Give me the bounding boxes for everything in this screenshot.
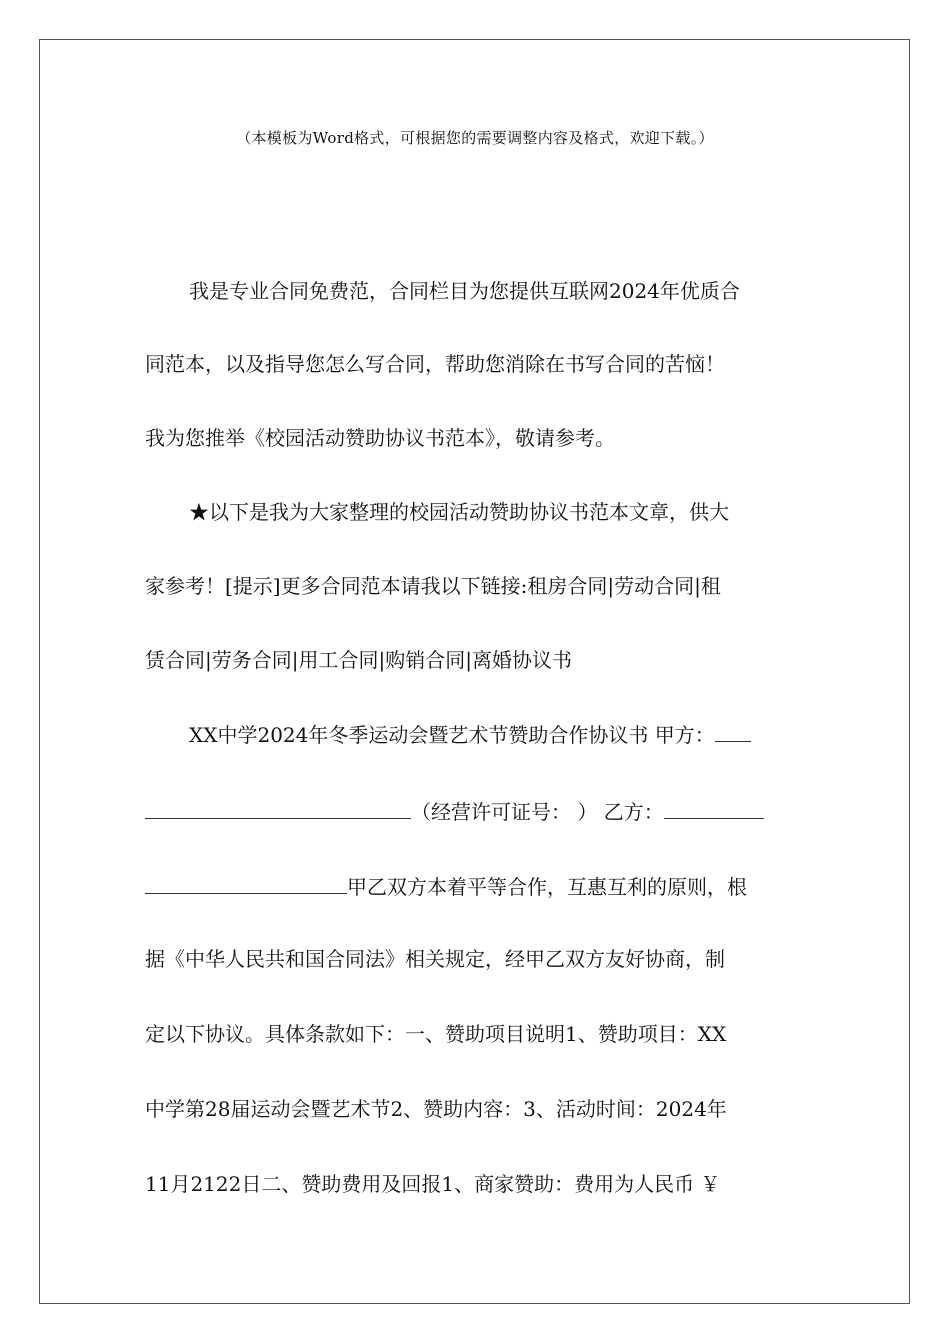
party-b-blank: [145, 871, 347, 894]
template-notice: （本模板为Word格式，可根据您的需要调整内容及格式，欢迎下载。）: [236, 129, 714, 147]
principle-line: [145, 871, 747, 902]
party-a-blank-start: [715, 719, 751, 742]
paragraph-line-5: 家参考！[提示]更多合同范本请我以下链接:租房合同|劳动合同|租: [145, 574, 721, 598]
agreement-title-line: [189, 719, 751, 750]
paragraph-line-3: 我为您推举《校园活动赞助协议书范本》，敬请参考。: [145, 426, 615, 450]
paragraph-line-10: 据《中华人民共和国合同法》相关规定，经甲乙双方友好协商，制: [145, 947, 725, 971]
paragraph-line-12: 中学第28届运动会暨艺术节2、赞助内容：3、活动时间：2024年: [145, 1097, 727, 1121]
paragraph-line-13: 11月2122日二、赞助费用及回报1、商家赞助：费用为人民币 ￥: [145, 1172, 721, 1196]
agreement-title-text: XX中学2024年冬季运动会暨艺术节赞助合作协议书 甲方：: [189, 723, 715, 747]
principle-line-text: 甲乙双方本着平等合作，互惠互利的原则，根: [347, 875, 747, 899]
paragraph-line-4: ★以下是我为大家整理的校园活动赞助协议书范本文章，供大: [189, 500, 729, 524]
party-line-text: （经营许可证号： ） 乙方：: [411, 800, 664, 824]
paragraph-line-11: 定以下协议。具体条款如下：一、赞助项目说明1、赞助项目：XX: [145, 1022, 727, 1046]
paragraph-line-6: 赁合同|劳务合同|用工合同|购销合同|离婚协议书: [145, 648, 572, 672]
paragraph-line-1: 我是专业合同免费范，合同栏目为您提供互联网2024年优质合: [189, 279, 740, 303]
party-line: [145, 796, 764, 827]
party-a-blank: [145, 796, 411, 819]
party-b-blank-start: [664, 796, 764, 819]
paragraph-line-2: 同范本，以及指导您怎么写合同，帮助您消除在书写合同的苦恼！: [145, 352, 725, 376]
